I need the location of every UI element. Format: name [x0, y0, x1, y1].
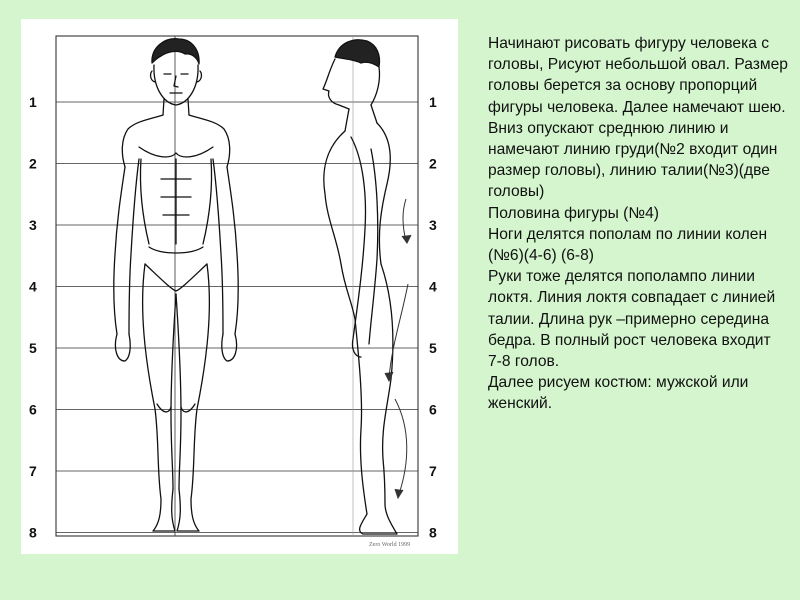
scale-label-left-2: 2 — [29, 155, 37, 172]
paragraph-half: Половина фигуры (№4) — [488, 204, 659, 222]
proportion-figure-panel — [21, 19, 458, 554]
scale-label-left-6: 6 — [29, 401, 37, 418]
scale-label-left-3: 3 — [29, 217, 37, 233]
scale-label-right-6: 6 — [429, 401, 437, 418]
front-figure — [114, 39, 239, 531]
scale-label-right-4: 4 — [429, 278, 437, 295]
scale-label-right-8: 8 — [429, 524, 437, 541]
scale-label-left-7: 7 — [29, 463, 37, 479]
arrow-head-1 — [402, 235, 411, 243]
scale-label-right-1: 1 — [429, 94, 437, 110]
proportion-figure — [21, 19, 458, 554]
scale-label-left-4: 4 — [29, 278, 37, 295]
paragraph-arms: Руки тоже делятся пополампо линии локтя. Линия локтя совпадает с линией талии. Длина рук –примерно середина бедра. В полный рост человека входит 7-8 голов. — [488, 268, 776, 371]
arrow-head-3 — [395, 489, 403, 498]
figure-credit: Zero World 1999 — [369, 542, 411, 548]
paragraph-intro: Начинают рисовать фигуру человека с головы, Рисуют небольшой овал. Размер головы берется за основу пропорций фигуры человека. Далее намечают шею. Вниз опускают среднюю линию и намечают линию груди(№2 входит один размер головы), линию талии(№3)(две головы) — [488, 35, 788, 201]
arrow-curve-3 — [395, 399, 407, 494]
scale-label-left-5: 5 — [29, 340, 37, 356]
paragraph-costume: Далее рисуем костюм: мужской или женский. — [488, 374, 749, 413]
description-text — [488, 33, 788, 415]
arrow-curve-1 — [403, 199, 406, 241]
scale-label-left-8: 8 — [29, 524, 37, 541]
scale-label-right-7: 7 — [429, 463, 437, 479]
scale-label-right-5: 5 — [429, 340, 437, 356]
direction-arrows — [385, 199, 411, 498]
grid-frame — [56, 36, 418, 536]
scale-label-right-3: 3 — [429, 217, 437, 233]
scale-label-right-2: 2 — [429, 155, 437, 172]
scale-label-left-1: 1 — [29, 94, 37, 110]
paragraph-legs: Ноги делятся пополам по линии колен (№6)(4-6) (6-8) — [488, 225, 768, 265]
